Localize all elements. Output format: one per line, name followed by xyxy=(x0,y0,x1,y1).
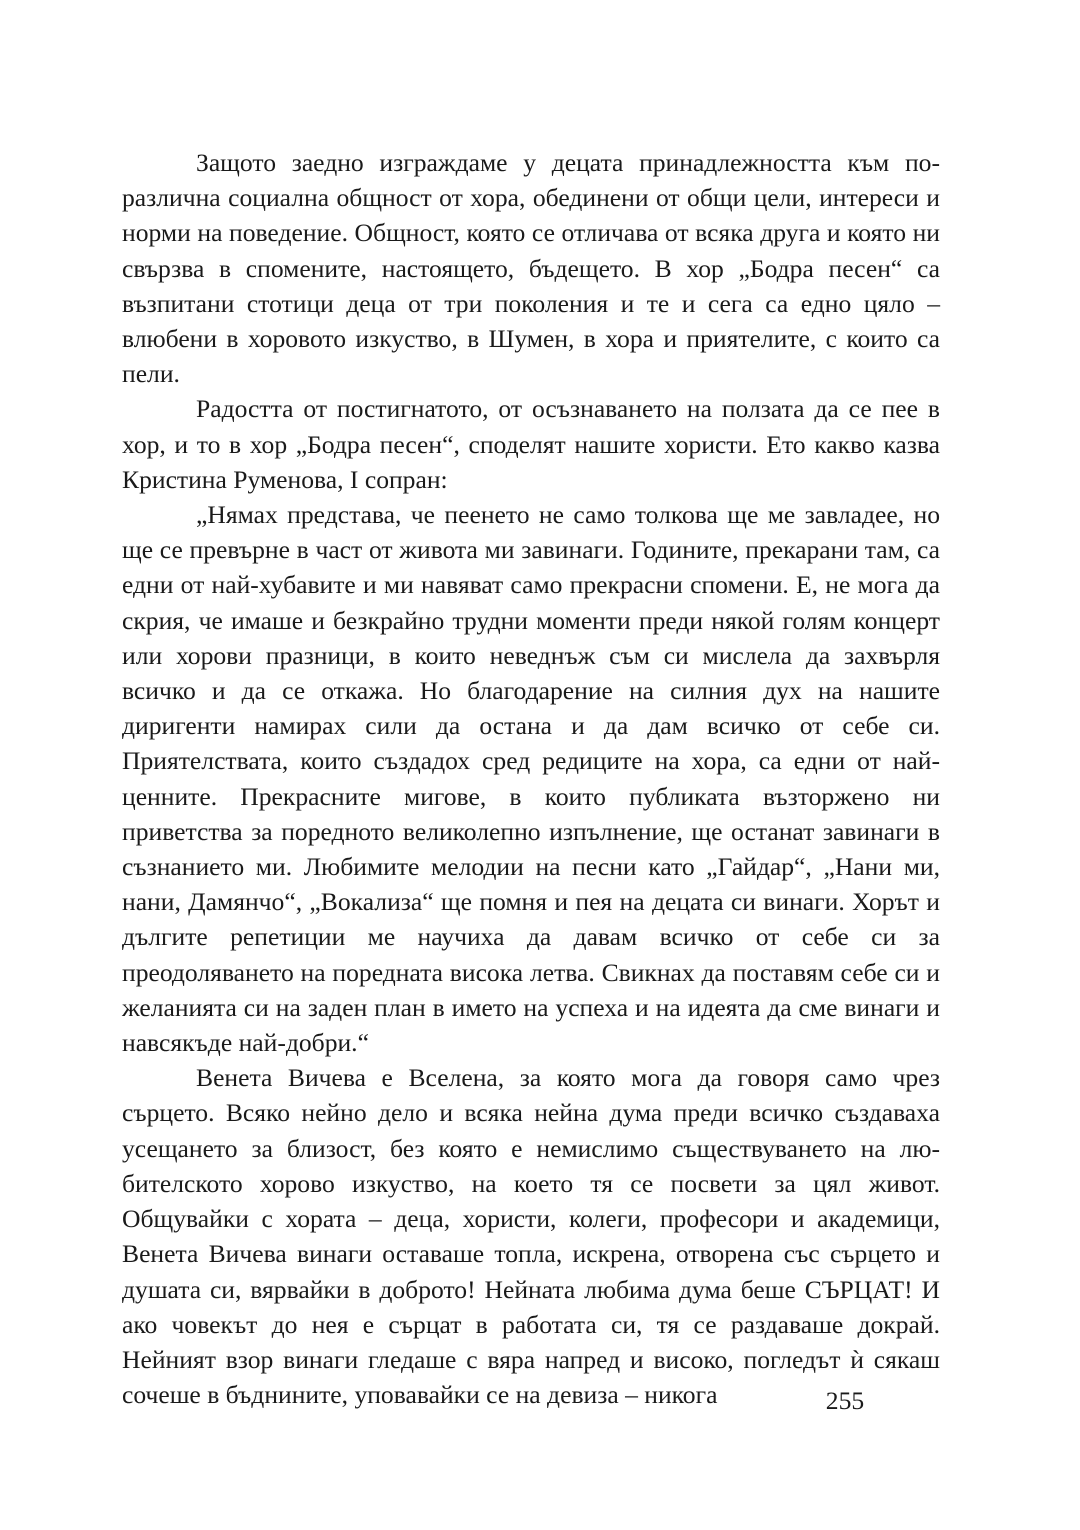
paragraph-1: Защото заедно изграждаме у децата принадлежността към поразлична социална общност от хора, обединени от общи цели, интереси и норми на поведение. Общност, която се отличава от всяка друга и която ни свързва в спомените, настоящето, бъдещето. В хор „Бодра песен“ са възпитани стотици деца от три поколения и те и сега са едно цяло – влюбени в хоровото изкуство, в Шумен, в хора и приятелите, с които са пели. xyxy=(122,148,940,389)
page-number: 255 xyxy=(825,1386,865,1415)
paragraph-2: Радостта от постигнатото, от осъзнаването на ползата да се пее в хор, и то в хор „Бодра песен“, споделят нашите хористи. Ето какво казва Кристина Руменова, I сопран: xyxy=(122,394,940,494)
paragraph-3-quote: „Нямах представа, че пеенето не само толкова ще ме завладее, но ще се превърне в част от живота ми завинаги. Годините, прекарани там, са едни от най-хубавите и ми навяват само прекрасни спомени. Е, не мога да скрия, че имаше и безкрайно трудни моменти преди някой голям концерт или хорови празници, в които неведнъж съм си мислела да захвърля всичко и да се откажа. Но благодарение на силния дух на нашите диригенти намирах сили да остана и да дам всичко от себе си. Приятелствата, които създадох сред редиците на хора, са едни от най-ценните. Прекрасните мигове, в които публиката възторжено ни приветства за поредното великолепно изпълнение, ще останат завинаги в съзнанието ми. Любимите мелодии на песни като „Гайдар“, „Нани ми, нани, Дамянчо“, „Вокализа“ ще помня и пея на децата си винаги. Хорът и дългите репетиции ме научиха да давам всичко от себе си за преодоляването на поредната висока летва. Свикнах да поставям себе си и желанията си на заден план в името на успеха и на идеята да сме винаги и навсякъде най-добри.“ xyxy=(122,500,940,1058)
paragraph-4: Венета Вичева е Вселена, за която мога да говоря само чрез сърцето. Всяко нейно дело и всяка нейна дума преди всичко създаваха усещането за близост, без която е немислимо съществуването на любителското хорово изкуство, на което тя се посвети за цял живот. Общувайки с хората – деца, хористи, колеги, професори и академици, Венета Вичева винаги оставаше топла, искрена, отворена със сърцето и душата си, вярвайки в доброто! Нейната любима дума беше СЪРЦАТ! И ако човекът до нея е сърцат в работата си, тя се раздаваше докрай. Нейният взор винаги гледаше с вяра напред и високо, погледът ѝ сякаш сочеше в бъднините, уповавайки се на девиза – никога xyxy=(122,1063,940,1410)
page-body xyxy=(122,145,940,1412)
